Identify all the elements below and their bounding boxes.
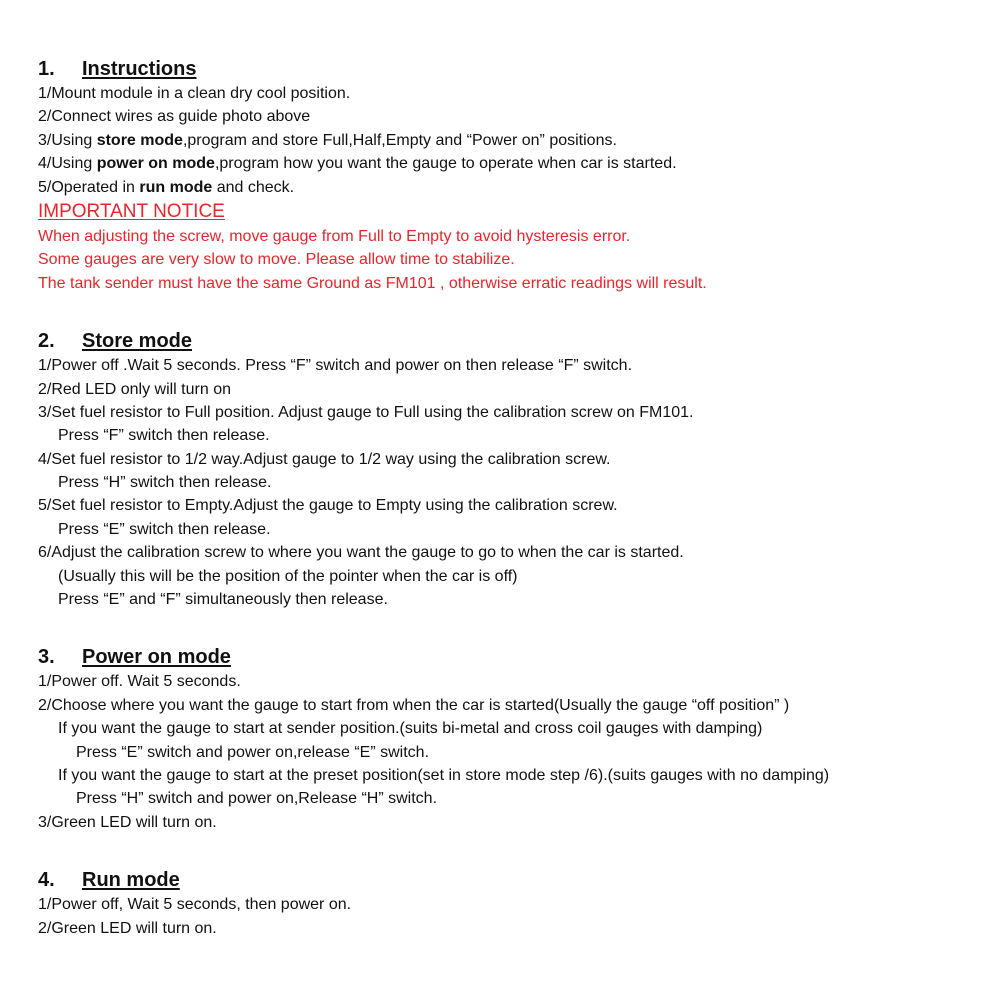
text-segment: ,program how you want the gauge to operate when car is started. bbox=[214, 155, 677, 173]
notice-line: When adjusting the screw, move gauge from Full to Empty to avoid hysteresis error. bbox=[38, 227, 631, 245]
instruction-line bbox=[38, 152, 978, 175]
section-title: Instructions bbox=[82, 58, 197, 80]
bold-term: run mode bbox=[139, 178, 213, 196]
section-title: Run mode bbox=[82, 869, 180, 892]
document-page bbox=[38, 56, 978, 940]
store-mode-line: Press “H” switch then release. bbox=[58, 474, 272, 492]
store-mode-line: 4/Set fuel resistor to 1/2 way.Adjust gauge to 1/2 way using the calibration screw. bbox=[38, 450, 611, 468]
section-title: Store mode bbox=[82, 330, 193, 353]
power-on-mode-line: Press “E” switch and power on,release “E” switch. bbox=[76, 743, 430, 761]
power-on-mode-line: 1/Power off. Wait 5 seconds. bbox=[38, 673, 241, 691]
important-notice-title: IMPORTANT NOTICE bbox=[38, 200, 225, 222]
section-number: 2. bbox=[38, 330, 55, 353]
text-segment: 3/Using bbox=[38, 131, 97, 149]
section-heading-instructions bbox=[38, 56, 978, 82]
section-number: 4. bbox=[38, 869, 55, 892]
instruction-line: 1/Mount module in a clean dry cool position. bbox=[38, 85, 351, 102]
text-segment: and check. bbox=[212, 178, 295, 196]
store-mode-line: 3/Set fuel resistor to Full position. Adjust gauge to Full using the calibration screw on FM101. bbox=[38, 403, 694, 421]
notice-line: The tank sender must have the same Ground as FM101 , otherwise erratic readings will result. bbox=[38, 274, 707, 292]
power-on-mode-line: Press “H” switch and power on,Release “H” switch. bbox=[76, 790, 438, 808]
instruction-line bbox=[38, 176, 978, 199]
text-segment: 5/Operated in bbox=[38, 178, 140, 196]
power-on-mode-line: 2/Choose where you want the gauge to start from when the car is started(Usually the gauge “off position” ) bbox=[38, 696, 790, 714]
run-mode-line: 1/Power off, Wait 5 seconds, then power on. bbox=[38, 896, 352, 914]
bold-term: power on mode bbox=[96, 155, 215, 173]
section-gap bbox=[38, 611, 978, 644]
store-mode-line: Press “E” switch then release. bbox=[58, 520, 271, 538]
store-mode-line: 5/Set fuel resistor to Empty.Adjust the gauge to Empty using the calibration screw. bbox=[38, 497, 618, 515]
section-gap bbox=[38, 834, 978, 867]
instruction-line bbox=[38, 129, 978, 152]
store-mode-line: (Usually this will be the position of the pointer when the car is off) bbox=[58, 567, 518, 585]
store-mode-line: 2/Red LED only will turn on bbox=[38, 380, 231, 398]
section-gap bbox=[38, 295, 978, 328]
store-mode-line: Press “F” switch then release. bbox=[58, 427, 270, 445]
section-heading-run-mode bbox=[38, 867, 978, 893]
section-title: Power on mode bbox=[82, 646, 231, 669]
notice-line: Some gauges are very slow to move. Please allow time to stabilize. bbox=[38, 251, 515, 269]
power-on-mode-line: 3/Green LED will turn on. bbox=[38, 813, 217, 831]
section-heading-store-mode bbox=[38, 328, 978, 354]
power-on-mode-line: If you want the gauge to start at the preset position(set in store mode step /6).(suits gauges with no damping) bbox=[58, 766, 830, 784]
store-mode-line: 1/Power off .Wait 5 seconds. Press “F” switch and power on then release “F” switch. bbox=[38, 357, 633, 375]
section-number: 1. bbox=[38, 58, 55, 80]
text-segment: 4/Using bbox=[38, 155, 97, 173]
run-mode-line: 2/Green LED will turn on. bbox=[38, 919, 217, 937]
instruction-line: 2/Connect wires as guide photo above bbox=[38, 108, 311, 126]
power-on-mode-line: If you want the gauge to start at sender position.(suits bi-metal and cross coil gauges with damping) bbox=[58, 720, 763, 738]
store-mode-line: 6/Adjust the calibration screw to where you want the gauge to go to when the car is started. bbox=[38, 544, 684, 562]
section-number: 3. bbox=[38, 646, 55, 669]
store-mode-line: Press “E” and “F” simultaneously then release. bbox=[58, 591, 388, 609]
section-heading-power-on-mode bbox=[38, 644, 978, 670]
text-segment: ,program and store Full,Half,Empty and “Power on” positions. bbox=[182, 131, 617, 149]
bold-term: store mode bbox=[96, 131, 183, 149]
